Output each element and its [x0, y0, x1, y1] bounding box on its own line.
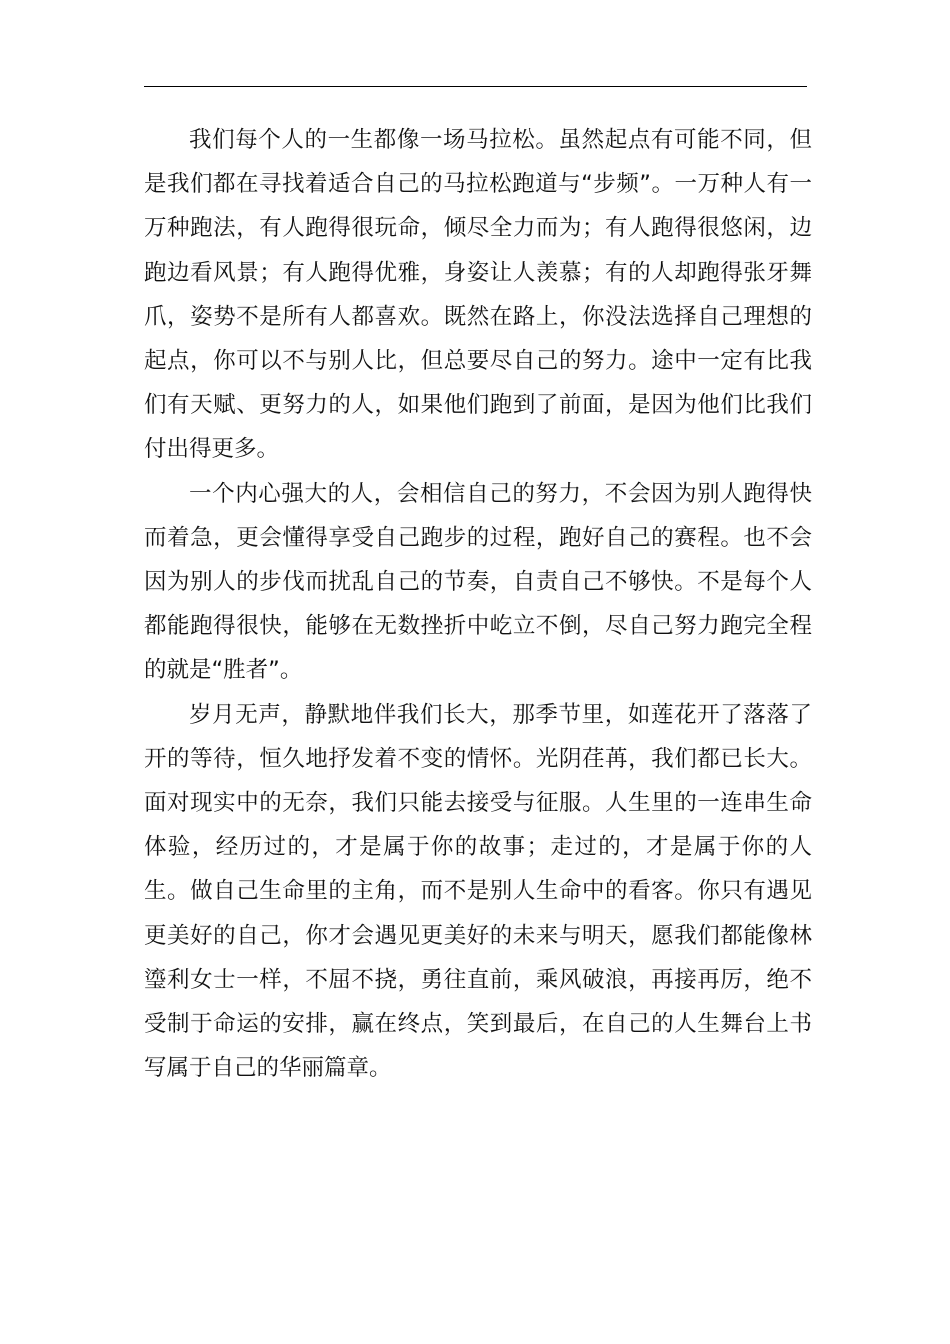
paragraph-1: 我们每个人的一生都像一场马拉松。虽然起点有可能不同，但是我们都在寻找着适合自己的马拉松跑道与“步频”。一万种人有一万种跑法，有人跑得很玩命，倾尽全力而为；有人跑得很悠闲，边跑边看风景；有人跑得优雅，身姿让人羡慕；有的人却跑得张牙舞爪，姿势不是所有人都喜欢。既然在路上，你没法选择自己理想的起点，你可以不与别人比，但总要尽自己的努力。途中一定有比我们有天赋、更努力的人，如果他们跑到了前面，是因为他们比我们付出得更多。	[144, 127, 812, 463]
header-rule	[144, 86, 807, 87]
paragraph-2: 一个内心强大的人，会相信自己的努力，不会因为别人跑得快而着急，更会懂得享受自己跑步的过程，跑好自己的赛程。也不会因为别人的步伐而扰乱自己的节奏，自责自己不够快。不是每个人都能跑得很快，能够在无数挫折中屹立不倒，尽自己努力跑完全程的就是“胜者”。	[144, 480, 812, 684]
document-body	[144, 118, 812, 1090]
paragraph-3: 岁月无声，静默地伴我们长大，那季节里，如莲花开了落落了开的等待，恒久地抒发着不变的情怀。光阴荏苒，我们都已长大。面对现实中的无奈，我们只能去接受与征服。人生里的一连串生命体验，经历过的，才是属于你的故事；走过的，才是属于你的人生。做自己生命里的主角，而不是别人生命中的看客。你只有遇见更美好的自己，你才会遇见更美好的未来与明天，愿我们都能像林瑬利女士一样，不屈不挠，勇往直前，乘风破浪，再接再厉，绝不受制于命运的安排，赢在终点，笑到最后，在自己的人生舞台上书写属于自己的华丽篇章。	[144, 701, 812, 1082]
